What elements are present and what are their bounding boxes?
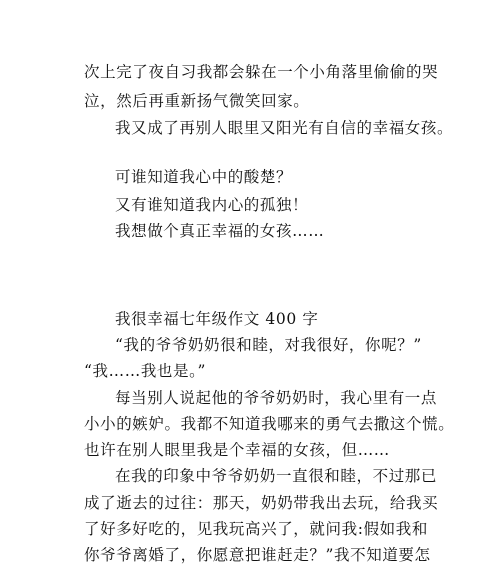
dialogue-line: “我的爷爷奶奶很和睦，对我很好，你呢？” (115, 336, 422, 354)
paragraph-line: 小小的嫉妒。我都不知道我哪来的勇气去撒这个慌。 (84, 415, 455, 433)
paragraph-line: 也许在别人眼里我是个幸福的女孩，但…… (84, 441, 390, 459)
paragraph-line: 成了逝去的过往：那天，奶奶带我出去玩，给我买 (84, 494, 439, 512)
article-title: 我很幸福七年级作文 400 字 (115, 310, 319, 328)
paragraph-line: 次上完了夜自习我都会躲在一个小角落里偷偷的哭 (84, 63, 439, 81)
paragraph-line: 我又成了再别人眼里又阳光有自信的幸福女孩。 (115, 119, 454, 137)
dialogue-line: “我……我也是。” (84, 362, 206, 380)
paragraph-line: 泣，然后再重新扬气微笑回家。 (84, 92, 310, 110)
poem-line: 可谁知道我心中的酸楚？ (115, 168, 293, 186)
poem-line: 我想做个真正幸福的女孩…… (115, 222, 325, 240)
paragraph-line: 你爷爷离婚了，你愿意把谁赶走？”我不知道要怎 (84, 546, 431, 564)
paragraph-line: 每当别人说起他的爷爷奶奶时，我心里有一点 (115, 389, 438, 407)
poem-line: 又有谁知道我内心的孤独！ (115, 196, 309, 214)
paragraph-line: 了好多好吃的，见我玩高兴了，就问我:假如我和 (84, 520, 428, 538)
paragraph-line: 在我的印象中爷爷奶奶一直很和睦，不过那已 (115, 467, 438, 485)
